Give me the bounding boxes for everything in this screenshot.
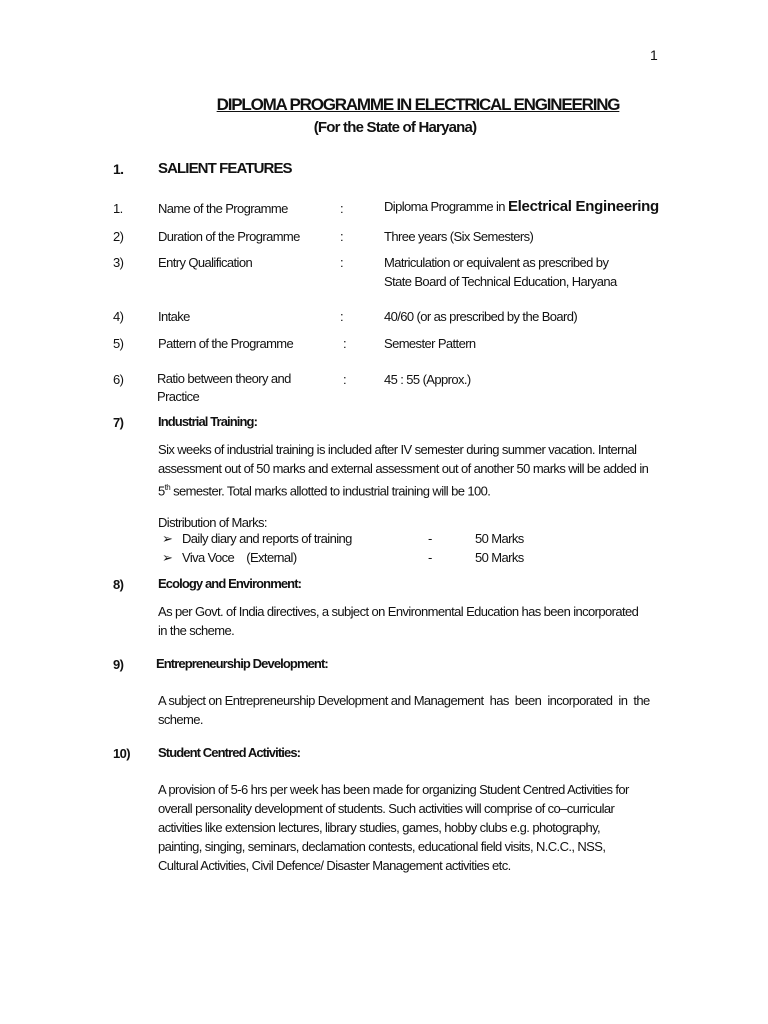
feature-label: Duration of the Programme	[158, 229, 300, 244]
feature-value: 45 : 55 (Approx.)	[384, 372, 471, 387]
list-item-marks: 50 Marks	[475, 531, 524, 546]
feature-label: Ratio between theory and	[157, 371, 291, 386]
subsection-number: 9)	[113, 657, 124, 672]
subsection-number: 10)	[113, 746, 130, 761]
feature-number: 4)	[113, 309, 124, 324]
page-number: 1	[650, 47, 658, 63]
feature-colon: :	[343, 372, 347, 387]
arrow-bullet-icon: ➢	[162, 531, 173, 546]
feature-number: 2)	[113, 229, 124, 244]
distribution-label: Distribution of Marks:	[158, 515, 267, 530]
paragraph-line	[158, 478, 680, 500]
list-item-dash: -	[428, 531, 432, 546]
feature-label: Name of the Programme	[158, 201, 288, 216]
paragraph-line: assessment out of 50 marks and external assessment out of another 50 marks will be added in	[158, 461, 649, 476]
list-item	[162, 550, 297, 566]
subsection-heading: Ecology and Environment:	[158, 576, 302, 591]
feature-value-emphasis: Electrical Engineering	[507, 198, 659, 215]
list-item-marks: 50 Marks	[475, 550, 524, 565]
paragraph-line: Cultural Activities, Civil Defence/ Disaster Management activities etc.	[158, 858, 511, 873]
subsection-heading: Student Centred Activities:	[158, 745, 301, 760]
paragraph-line: Six weeks of industrial training is included after IV semester during summer vacation. Internal	[158, 442, 637, 457]
arrow-bullet-icon: ➢	[162, 550, 173, 565]
document-subtitle: (For the State of Haryana)	[313, 119, 477, 136]
ordinal-suffix: th	[164, 483, 171, 492]
paragraph-line: overall personality development of students. Such activities will comprise of co–curricular	[158, 801, 615, 816]
feature-label: Intake	[158, 309, 190, 324]
subsection-number: 7)	[113, 415, 124, 430]
ordinal-number: 5	[158, 483, 165, 499]
feature-value: 40/60 (or as prescribed by the Board)	[384, 309, 578, 324]
list-item-dash: -	[428, 550, 432, 565]
feature-value: Three years (Six Semesters)	[384, 229, 534, 244]
feature-label-continued: Practice	[157, 389, 200, 404]
list-item	[162, 531, 352, 547]
feature-value-prefix: Diploma Programme in	[384, 199, 508, 214]
list-item-text: Viva Voce (External)	[182, 550, 297, 565]
paragraph-line: As per Govt. of India directives, a subject on Environmental Education has been incorporated	[158, 604, 639, 619]
feature-number: 3)	[113, 255, 124, 270]
subsection-number: 8)	[113, 577, 124, 592]
feature-number: 5)	[113, 336, 124, 351]
feature-colon: :	[340, 309, 344, 324]
feature-number: 6)	[113, 372, 124, 387]
feature-value: Semester Pattern	[384, 336, 476, 351]
paragraph-line: painting, singing, seminars, declamation contests, educational field visits, N.C.C., NSS,	[158, 839, 606, 854]
list-item-text: Daily diary and reports of training	[182, 531, 352, 546]
feature-value: Matriculation or equivalent as prescribed by	[384, 255, 609, 270]
paragraph-line: activities like extension lectures, library studies, games, hobby clubs e.g. photography,	[158, 820, 601, 835]
feature-colon: :	[340, 229, 344, 244]
paragraph-text: semester. Total marks allotted to industrial training will be 100.	[170, 483, 491, 499]
paragraph-line: in the scheme.	[158, 623, 235, 638]
section-heading: SALIENT FEATURES	[158, 160, 292, 177]
paragraph-line: A subject on Entrepreneurship Development and Management has been incorporated in the	[158, 693, 650, 708]
feature-value	[384, 198, 659, 216]
subsection-heading: Entrepreneurship Development:	[156, 656, 328, 671]
feature-colon: :	[340, 201, 344, 216]
feature-colon: :	[343, 336, 347, 351]
feature-colon: :	[340, 255, 344, 270]
document-title: DIPLOMA PROGRAMME IN ELECTRICAL ENGINEERING	[216, 95, 620, 114]
feature-number: 1.	[113, 201, 123, 216]
feature-label: Entry Qualification	[158, 255, 253, 270]
section-number: 1.	[113, 161, 124, 177]
feature-value-continued: State Board of Technical Education, Haryana	[384, 274, 617, 289]
subsection-heading: Industrial Training:	[158, 414, 258, 429]
paragraph-line: scheme.	[158, 712, 203, 727]
feature-label: Pattern of the Programme	[158, 336, 294, 351]
paragraph-line: A provision of 5-6 hrs per week has been made for organizing Student Centred Activities for	[158, 782, 629, 797]
